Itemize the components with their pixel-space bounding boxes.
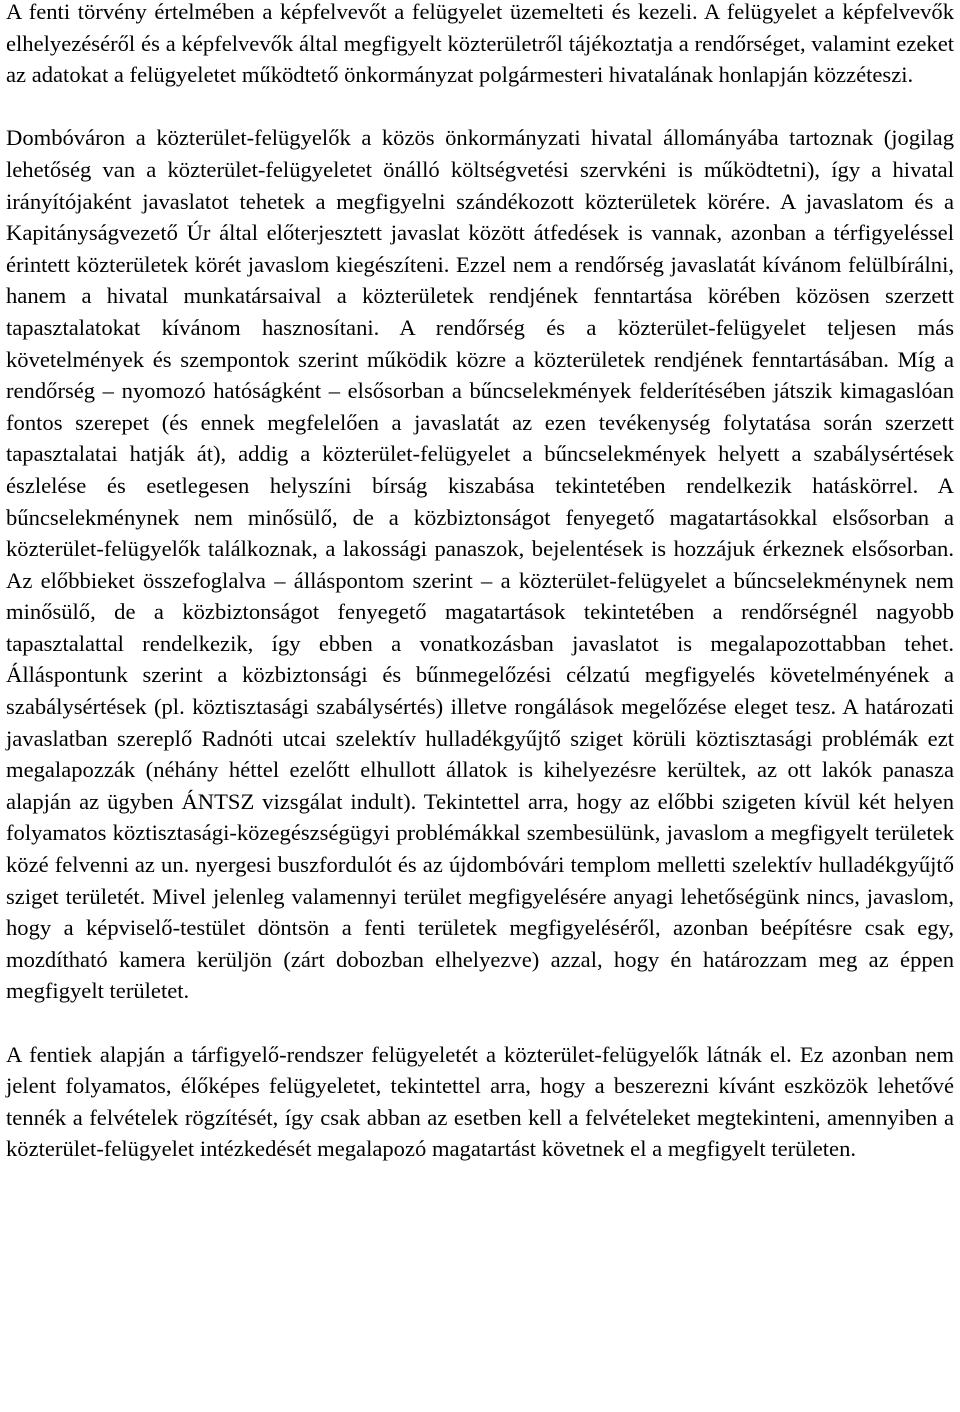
document-page	[6, 0, 954, 1165]
paragraph-supervision-summary: A fentiek alapján a tárfigyelő-rendszer felügyeletét a közterület-felügyelők látnák el. Ez azonban nem jelent folyamatos, élőképes felügyeletet, tekintettel arra, hogy a beszerezni kívánt eszközök lehetővé tennék a felvételek rögzítését, így csak abban az esetben kell a felvételeket megtekinteni, amennyiben a közterület-felügyelet intézkedését megalapozó magatartást követnek el a megfigyelt területen.	[6, 1041, 954, 1162]
paragraph-dombovar-proposal: Dombóváron a közterület-felügyelők a közös önkormányzati hivatal állományába tartoznak (jogilag lehetőség van a közterület-felügyeletet önálló költségvetési szervkéni is működtetni), így a hivatal irányítójaként javaslatot tehetek a megfigyelni szándékozott közterületek körére. A javaslatom és a Kapitányságvezető Úr által előterjesztett javaslat között átfedések is vannak, azonban a térfigyeléssel érintett közterületek körét javaslom kiegészíteni. Ezzel nem a rendőrség javaslatát kívánom felülbírálni, hanem a hivatal munkatársaival a közterületek rendjének fenntartása körében közösen szerzett tapasztalatokat kívánom hasznosítani. A rendőrség és a közterület-felügyelet teljesen más követelmények és szempontok szerint működik közre a közterületek rendjének fenntartásában. Míg a rendőrség – nyomozó hatóságként – elsősorban a bűncselekmények felderítésében játszik kimagaslóan fontos szerepet (és ennek megfelelően a javaslatát az ezen tevékenység folytatása során szerzett tapasztalatai hatják át), addig a közterület-felügyelet a bűncselekmények helyett a szabálysértések észlelése és esetlegesen helyszíni bírság kiszabása tekintetében rendelkezik hatáskörrel. A bűncselekménynek nem minősülő, de a közbiztonságot fenyegető magatartásokkal elsősorban a közterület-felügyelők találkoznak, a lakossági panaszok, bejelentések is hozzájuk érkeznek elsősorban. Az előbbieket összefoglalva – álláspontom szerint – a közterület-felügyelet a bűncselekménynek nem minősülő, de a közbiztonságot fenyegető magatartások tekintetében a rendőrségnél nagyobb tapasztalattal rendelkezik, így ebben a vonatkozásban javaslatot is megalapozottabban tehet. Álláspontunk szerint a közbiztonsági és bűnmegelőzési célzatú megfigyelés követelményének a szabálysértések (pl. köztisztasági szabálysértés) illetve rongálások megelőzése eleget tesz. A határozati javaslatban szereplő Radnóti utcai szelektív hulladékgyűjtő sziget körüli köztisztasági problémák ezt megalapozzák (néhány héttel ezelőtt elhullott állatok is kihelyezésre kerültek, az ott lakók panasza alapján az ügyben ÁNTSZ vizsgálat indult). Tekintettel arra, hogy az előbbi szigeten kívül két helyen folyamatos köztisztasági-közegészségügyi problémákkal szembesülünk, javaslom a megfigyelt területek közé felvenni az un. nyergesi buszfordulót és az újdombóvári templom melletti szelektív hulladékgyűjtő sziget területét. Mivel jelenleg valamennyi terület megfigyelésére anyagi lehetőségünk nincs, javaslom, hogy a képviselő-testület döntsön a fenti területek megfigyeléséről, azonban beépítésre csak egy, mozdítható kamera kerüljön (zárt dobozban elhelyezve) azzal, hogy én határozzam meg az éppen megfigyelt területet.	[6, 125, 954, 1004]
paragraph-surveillance-operation: A fenti törvény értelmében a képfelvevőt a felügyelet üzemelteti és kezeli. A felügyelet a képfelvevők elhelyezéséről és a képfelvevők által megfigyelt közterületről tájékoztatja a rendőrséget, valamint ezeket az adatokat a felügyeletet működtető önkormányzat polgármesteri hivatalának honlapján közzéteszi.	[6, 0, 954, 88]
